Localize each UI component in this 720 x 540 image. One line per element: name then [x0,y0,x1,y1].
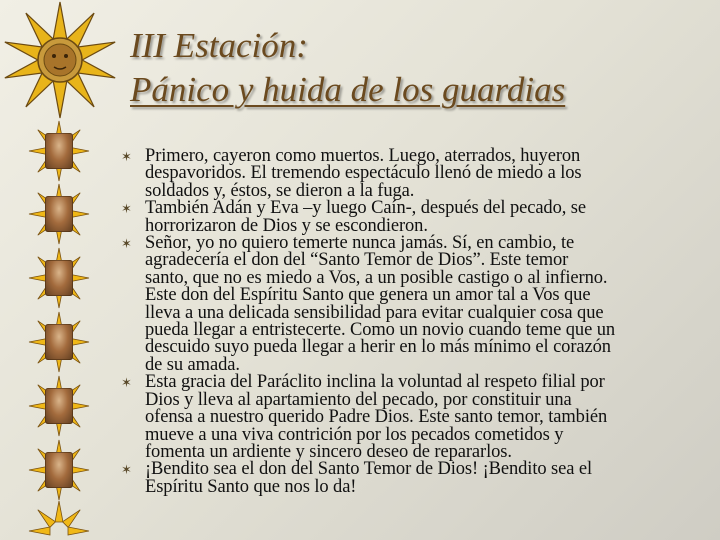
text-line: despavoridos. El tremendo espectáculo llenó de miedo a los [145,163,582,184]
portrait-thumbnail [45,196,73,232]
text-line: lleva a una delicada sensibilidad para evitar cualquier cosa que [145,302,604,323]
portrait-thumbnail [45,133,73,169]
slide-title [130,24,710,112]
title-line-2: Pánico y huida de los guardias [130,70,566,109]
text-line: Espíritu Santo que nos lo da! [145,476,357,497]
star-bullet-icon: ✶ [121,375,132,391]
bullet-item [120,461,716,496]
bullet-item [120,235,716,374]
title-line-1: III Estación: [130,26,308,65]
text-line: descuido suyo pueda llegar a herir en lo más mínimo el corazón [145,337,611,358]
text-line: Esta gracia del Paráclito inclina la voluntad al respeto filial por [145,372,605,393]
bullet-text [145,148,716,200]
bullet-item [120,148,716,200]
portrait-thumbnail [45,452,73,488]
text-line: Señor, yo no quiero temerte nunca jamás. Sí, en cambio, te [145,233,575,254]
sun-icon [28,500,90,540]
bullet-text [145,374,716,461]
text-line: de su amada. [145,354,240,375]
text-line: santo, que no es miedo a Vos, a un posible castigo o al infierno. [145,267,608,288]
text-line: agradecería el don del “Santo Temor de Dios”. Este temor [145,250,569,271]
bullet-item [120,374,716,461]
bullet-list [120,148,716,496]
portrait-thumbnail [45,388,73,424]
text-line: También Adán y Eva –y luego Caín-, después del pecado, se [145,198,586,219]
text-line: ¡Bendito sea el don del Santo Temor de Dios! ¡Bendito sea el [145,459,593,480]
decorative-strip [0,0,118,540]
text-line: ofensa a nuestro querido Padre Dios. Este santo temor, también [145,407,608,428]
text-line: Este don del Espíritu Santo que genera un amor tal a Vos que [145,285,591,306]
text-line: horrorizaron de Dios y se escondieron. [145,215,428,236]
bullet-text [145,461,716,496]
star-bullet-icon: ✶ [121,201,132,217]
text-line: mueve a una viva contrición por los pecados cometidos y [145,424,564,445]
text-line: Dios y lleva al apartamiento del pecado, por constituir una [145,389,572,410]
bullet-item [120,200,716,235]
portrait-thumbnail [45,324,73,360]
star-bullet-icon: ✶ [121,462,132,478]
bullet-text [145,200,716,235]
star-bullet-icon: ✶ [121,149,132,164]
star-bullet-icon: ✶ [121,236,132,252]
sun-icon [0,0,120,120]
text-line: Primero, cayeron como muertos. Luego, aterrados, huyeron [145,146,581,166]
text-line: fomenta un ardiente y sincero deseo de repararlos. [145,441,512,462]
text-line: pueda llegar a entristecerte. Como un novio cuando teme que un [145,320,616,341]
bullet-text [145,235,716,374]
text-line: soldados y, éstos, se dieron a la fuga. [145,180,415,201]
portrait-thumbnail [45,260,73,296]
